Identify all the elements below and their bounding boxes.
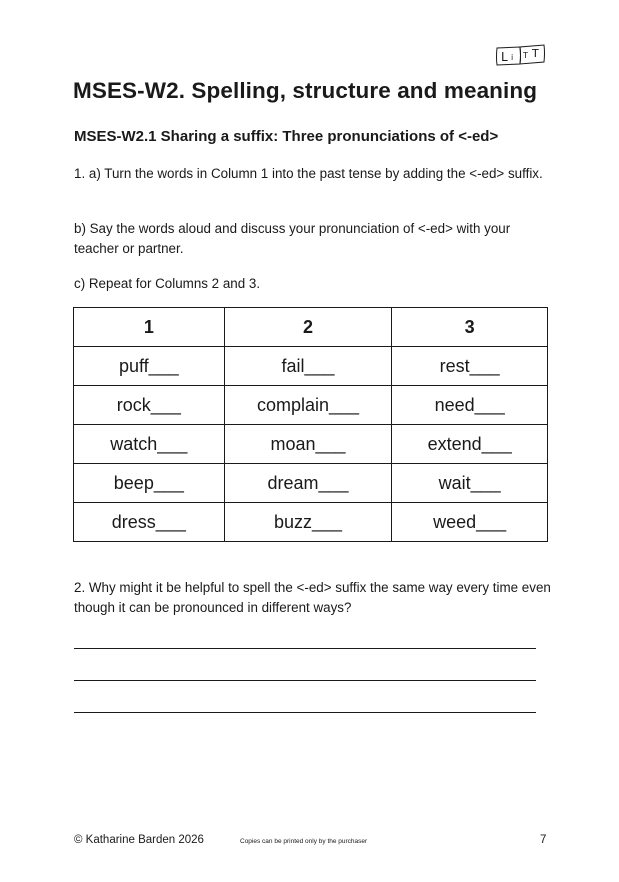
table-cell: complain___ — [224, 386, 392, 425]
table-cell: dream___ — [224, 464, 392, 503]
footer-notice: Copies can be printed only by the purchaser — [240, 838, 368, 845]
litt-logo — [494, 42, 548, 68]
table-cell: beep___ — [74, 464, 225, 503]
word-table — [73, 307, 548, 542]
table-row — [74, 347, 548, 386]
svg-text:i: i — [511, 53, 514, 62]
table-cell: need___ — [392, 386, 548, 425]
table-cell: puff___ — [74, 347, 225, 386]
table-cell: wait___ — [392, 464, 548, 503]
table-cell: weed___ — [392, 503, 548, 542]
question-2: 2. Why might it be helpful to spell the <-ed> suffix the same way every time even though it can be pronounced in different ways? — [74, 580, 551, 615]
table-cell: rock___ — [74, 386, 225, 425]
column-header-1: 1 — [74, 308, 225, 347]
table-cell: fail___ — [224, 347, 392, 386]
table-header-row — [74, 308, 548, 347]
table-cell: extend___ — [392, 425, 548, 464]
table-cell: rest___ — [392, 347, 548, 386]
table-row — [74, 503, 548, 542]
column-header-2: 2 — [224, 308, 392, 347]
section-subtitle: MSES-W2.1 Sharing a suffix: Three pronunciations of <-ed> — [74, 128, 499, 145]
footer-copyright: © Katharine Barden 2026 — [74, 834, 204, 846]
table-cell: dress___ — [74, 503, 225, 542]
page-number: 7 — [540, 834, 547, 846]
table-cell: buzz___ — [224, 503, 392, 542]
table-cell: moan___ — [224, 425, 392, 464]
instruction-1c: c) Repeat for Columns 2 and 3. — [74, 276, 261, 291]
answer-line[interactable] — [74, 712, 536, 713]
svg-text:T: T — [532, 47, 539, 60]
answer-line[interactable] — [74, 648, 536, 649]
answer-line[interactable] — [74, 680, 536, 681]
instruction-1a: 1. a) Turn the words in Column 1 into the past tense by adding the <-ed> suffix. — [74, 166, 543, 181]
table-cell: watch___ — [74, 425, 225, 464]
svg-text:T: T — [523, 51, 528, 60]
svg-text:L: L — [501, 50, 508, 64]
instruction-1b: b) Say the words aloud and discuss your pronunciation of <-ed> with your teacher or partner. — [74, 221, 511, 256]
page-title: MSES-W2. Spelling, structure and meaning — [73, 78, 538, 103]
column-header-3: 3 — [392, 308, 548, 347]
table-row — [74, 386, 548, 425]
table-row — [74, 464, 548, 503]
table-row — [74, 425, 548, 464]
